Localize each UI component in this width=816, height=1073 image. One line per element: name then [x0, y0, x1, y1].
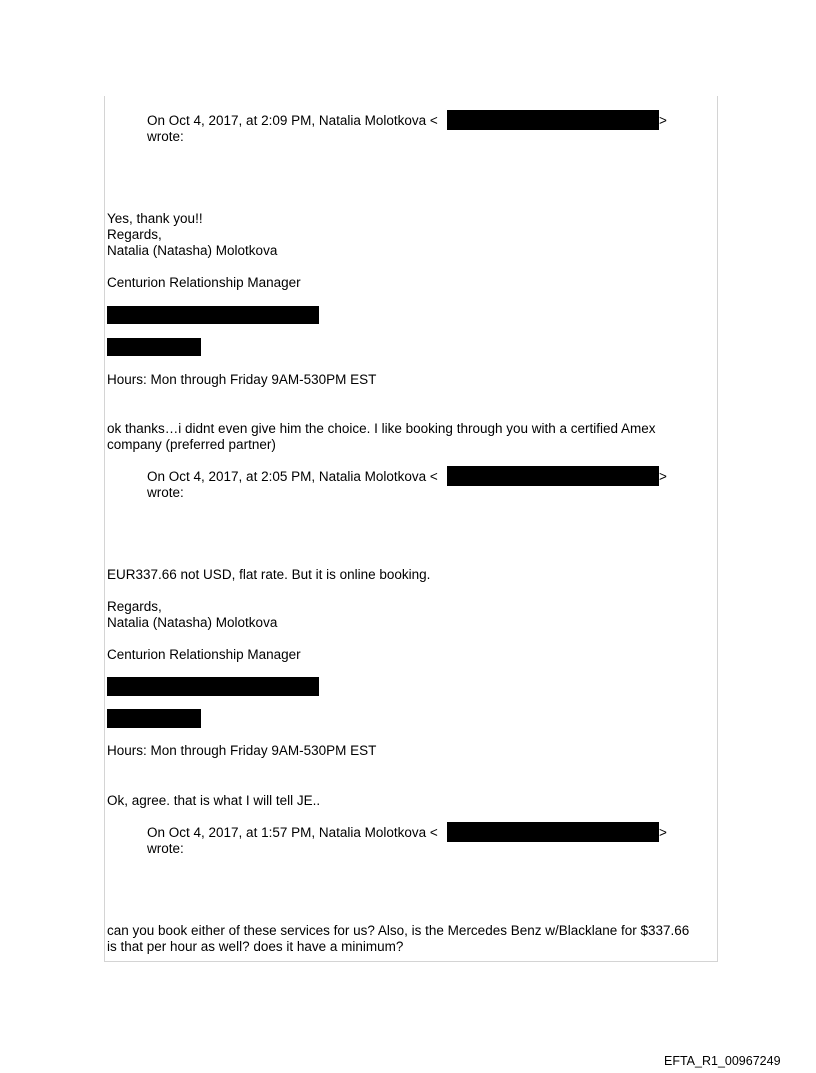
- quote-header-2-05pm: [147, 469, 438, 485]
- signature-regards: Regards,: [107, 227, 162, 242]
- message-line: can you book either of these services for us? Also, is the Mercedes Benz w/Blacklane for $337.66: [107, 923, 690, 938]
- message-line: is that per hour as well? does it have a minimum?: [107, 939, 404, 954]
- quote-wrote: wrote:: [147, 485, 184, 500]
- redacted-email-address: [447, 822, 659, 842]
- redacted-email-address: [447, 466, 659, 486]
- message-line: company (preferred partner): [107, 437, 276, 452]
- signature-name: Natalia (Natasha) Molotkova: [107, 615, 278, 630]
- quote-header-text: On Oct 4, 2017, at 2:09 PM, Natalia Molotkova <: [147, 113, 438, 128]
- quote-header-close: >: [659, 113, 667, 128]
- quote-header-text: On Oct 4, 2017, at 2:05 PM, Natalia Molotkova <: [147, 469, 438, 484]
- message-line: Yes, thank you!!: [107, 211, 203, 226]
- document-id-footer: EFTA_R1_00967249: [664, 1054, 781, 1068]
- quote-wrote: wrote:: [147, 129, 184, 144]
- signature-hours: Hours: Mon through Friday 9AM-530PM EST: [107, 743, 377, 758]
- quote-header-text: On Oct 4, 2017, at 1:57 PM, Natalia Molotkova <: [147, 825, 438, 840]
- redacted-signature-line: [107, 677, 319, 696]
- quote-header-1-57pm: [147, 825, 438, 841]
- quote-header-close: >: [659, 825, 667, 840]
- signature-regards: Regards,: [107, 599, 162, 614]
- message-line: ok thanks…i didnt even give him the choice. I like booking through you with a certified Amex: [107, 421, 656, 436]
- redacted-signature-line: [107, 338, 201, 356]
- quote-wrote: wrote:: [147, 841, 184, 856]
- message-line: EUR337.66 not USD, flat rate. But it is online booking.: [107, 567, 431, 582]
- signature-title: Centurion Relationship Manager: [107, 647, 301, 662]
- signature-name: Natalia (Natasha) Molotkova: [107, 243, 278, 258]
- signature-title: Centurion Relationship Manager: [107, 275, 301, 290]
- redacted-signature-line: [107, 709, 201, 728]
- quote-header-2-09pm: [147, 113, 438, 129]
- redacted-signature-line: [107, 306, 319, 324]
- signature-hours: Hours: Mon through Friday 9AM-530PM EST: [107, 372, 377, 387]
- message-line: Ok, agree. that is what I will tell JE..: [107, 793, 321, 808]
- redacted-email-address: [447, 110, 659, 130]
- quote-header-close: >: [659, 469, 667, 484]
